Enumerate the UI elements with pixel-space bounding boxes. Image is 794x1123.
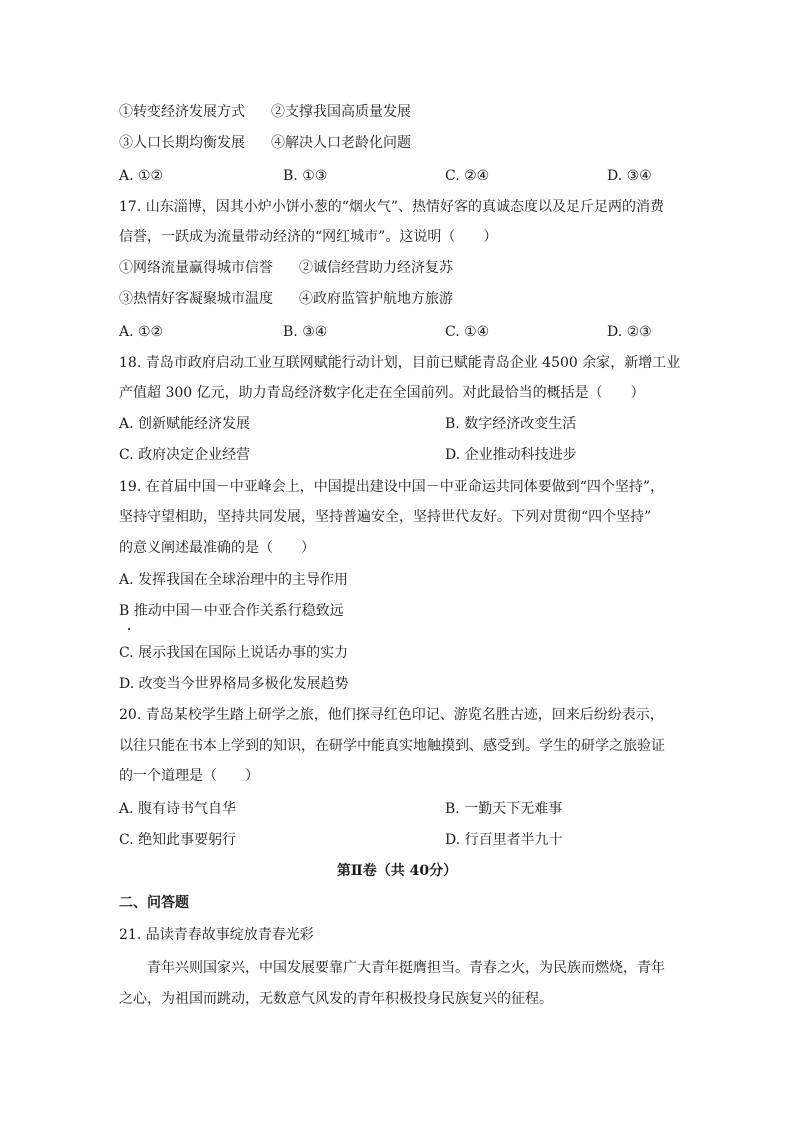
q16-option-d[interactable]: D. ③④	[607, 168, 652, 184]
q19-stem-line-2: 坚持守望相助，坚持共同发展，坚持普遍安全，坚持世代友好。下列对贯彻“四个坚持”	[119, 509, 652, 525]
q17-option-d[interactable]: D. ②③	[607, 324, 652, 340]
q20-option-d[interactable]: D. 行百里者半九十	[445, 832, 563, 848]
q17-item-3: ③热情好客凝聚城市温度	[119, 291, 273, 307]
q20-stem-line-1: 20. 青岛某校学生踏上研学之旅，他们探寻红色印记、游览名胜古迹，回来后纷纷表示，	[119, 707, 664, 723]
q20-option-a[interactable]: A. 腹有诗书气自华	[119, 801, 237, 817]
q17-item-1-2	[119, 258, 453, 278]
q16-item-1-2	[119, 102, 411, 122]
section-2-heading: 二、问答题	[119, 895, 189, 911]
q16-item-2: ②支撑我国高质量发展	[271, 104, 411, 120]
q18-option-b[interactable]: B. 数字经济改变生活	[445, 416, 577, 432]
q16-item-3-4	[119, 133, 411, 153]
q21-paragraph-line-1: 青年兴则国家兴，中国发展要靠广大青年挺膺担当。青春之火，为民族而燃烧，青年	[147, 960, 665, 976]
q18-option-c[interactable]: C. 政府决定企业经营	[119, 447, 251, 463]
q19-option-a[interactable]: A. 发挥我国在全球治理中的主导作用	[119, 572, 349, 588]
q19-option-b[interactable]: B 推动中国－中亚合作关系行稳致远	[119, 603, 344, 619]
q20-option-c[interactable]: C. 绝知此事要躬行	[119, 832, 237, 848]
q16-item-1: ①转变经济发展方式	[119, 104, 245, 120]
q16-option-a[interactable]: A. ①②	[119, 168, 164, 184]
q17-stem-line-1: 17. 山东淄博，因其小炉小饼小葱的“烟火气”、热情好客的真诚态度以及足斤足两的消费	[119, 199, 665, 215]
q17-item-1: ①网络流量赢得城市信誉	[119, 260, 273, 276]
q20-option-b[interactable]: B. 一勤天下无难事	[445, 801, 563, 817]
q21-title: 21. 品读青春故事绽放青春光彩	[119, 927, 314, 943]
q19-stem-line-3: 的意义阐述最准确的是（ ）	[119, 540, 315, 556]
q17-item-3-4	[119, 289, 453, 309]
q20-stem-line-3: 的一个道理是（ ）	[119, 768, 259, 784]
q17-option-c[interactable]: C. ①④	[445, 324, 490, 340]
q19-option-d[interactable]: D. 改变当今世界格局多极化发展趋势	[119, 676, 349, 692]
q18-option-a[interactable]: A. 创新赋能经济发展	[119, 416, 251, 432]
q20-stem-line-2: 以往只能在书本上学到的知识，在研学中能真实地触摸到、感受到。学生的研学之旅验证	[119, 738, 665, 754]
q19-stem-line-1: 19. 在首届中国－中亚峰会上，中国提出建设中国－中亚命运共同体要做到“四个坚持”，	[119, 479, 665, 495]
part-2-title: 第Ⅱ卷（共 40分）	[336, 863, 458, 879]
q17-option-b[interactable]: B. ③④	[283, 324, 328, 340]
q17-stem-line-2: 信誉，一跃成为流量带动经济的“网红城市”。这说明（ ）	[119, 229, 498, 245]
q17-item-2: ②诚信经营助力经济复苏	[299, 260, 453, 276]
q18-option-d[interactable]: D. 企业推动科技进步	[445, 447, 577, 463]
stray-dot-mark	[128, 628, 130, 630]
q17-item-4: ④政府监管护航地方旅游	[299, 291, 453, 307]
q17-option-a[interactable]: A. ①②	[119, 324, 164, 340]
q16-item-3: ③人口长期均衡发展	[119, 135, 245, 151]
q21-paragraph-line-2: 之心，为祖国而跳动，无数意气风发的青年积极投身民族复兴的征程。	[119, 991, 553, 1007]
q19-option-c[interactable]: C. 展示我国在国际上说话办事的实力	[119, 645, 349, 661]
q18-stem-line-2: 产值超 300 亿元，助力青岛经济数字化走在全国前列。对此最恰当的概括是（ ）	[119, 385, 645, 401]
q16-item-4: ④解决人口老龄化问题	[271, 135, 411, 151]
q18-stem-line-1: 18. 青岛市政府启动工业互联网赋能行动计划，目前已赋能青岛企业 4500 余家，新增工业	[119, 355, 681, 371]
q16-option-c[interactable]: C. ②④	[445, 168, 490, 184]
q16-option-b[interactable]: B. ①③	[283, 168, 328, 184]
